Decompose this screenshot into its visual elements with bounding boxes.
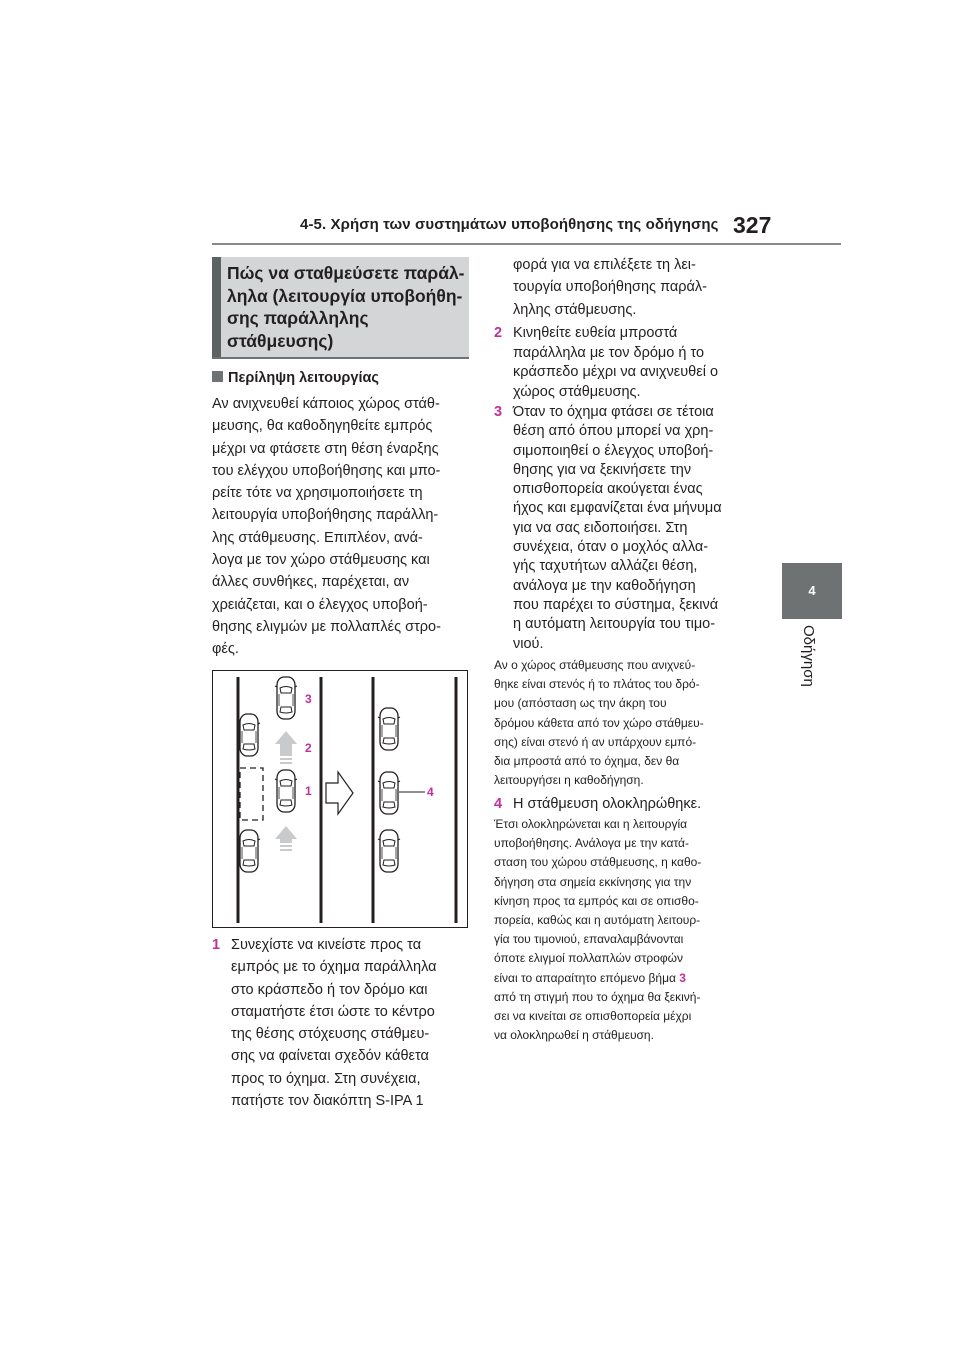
forward-arrow-icon [275, 731, 297, 764]
text-line: προς το όχημα. Στη συνέχεια, [231, 1070, 421, 1087]
section-heading-bar [212, 257, 221, 358]
text-line: σταση του χώρου στάθμευσης, η καθο- [494, 855, 702, 870]
text-line: ανάλογα με την καθοδήγηση [513, 577, 696, 594]
text-line: χώρος στάθμευσης. [513, 383, 641, 400]
step-text [513, 403, 722, 654]
text-line: νιού. [513, 635, 544, 652]
text-line: από τη στιγμή που το όχημα θα ξεκινή- [494, 989, 701, 1004]
text-line: Αν ανιχνευθεί κάποιος χώρος στάθ- [212, 396, 440, 412]
parked-car [238, 714, 260, 756]
text-line: Κινηθείτε ευθεία μπροστά [513, 325, 678, 341]
parked-car [238, 830, 260, 872]
subheading [212, 370, 379, 386]
text-line: δια μπροστά από το όχημα, δεν θα [494, 754, 680, 769]
text-line: που παρέχει το σύστημα, ξεκινά [513, 596, 719, 613]
step-1-continuation [513, 254, 783, 321]
text-line: Αν ο χώρος στάθμευσης που ανιχνεύ- [494, 658, 696, 672]
text-line: κράσπεδο μέχρι να ανιχνευθεί ο [513, 364, 719, 380]
text-line: δήγηση στα σημεία εκκίνησης για την [494, 874, 692, 889]
text-line: του ελέγχου υποβοήθησης και μπο- [212, 462, 441, 479]
text-line: Έτσι ολοκληρώνεται και η λειτουργία [494, 817, 688, 831]
step-number: 2 [494, 325, 503, 341]
text-line: μέχρι να φτάσετε στη θέση έναρξης [212, 440, 439, 457]
text-line: παράλληλα με τον δρόμο ή το [513, 344, 705, 361]
text-line: θέση από όπου μπορεί να χρη- [513, 423, 714, 440]
text-line: λειτουργία υποβοήθησης παράλλη- [212, 507, 439, 524]
parked-car [378, 708, 400, 750]
text-line: θησης ελιγμών με πολλαπλές στρο- [212, 618, 441, 635]
target-parking-space [240, 768, 263, 820]
parking-diagram [212, 670, 468, 928]
step-number: 3 [494, 404, 503, 420]
text-line: ληλης στάθμευσης. [513, 301, 637, 318]
step-reference: 3 [679, 970, 686, 985]
text-line: πατήστε τον διακόπτη S-IPA 1 [231, 1093, 424, 1110]
header-divider [212, 243, 841, 245]
text-line: σταματήστε έτσι ώστε το κέντρο [231, 1003, 435, 1020]
diagram-label-2: 2 [305, 741, 312, 755]
section-title-line: Πώς να σταθμεύσετε παράλ- [227, 263, 465, 283]
step-text [231, 934, 437, 1112]
text-line: γία του τιμονιού, επαναλαμβάνονται [494, 932, 684, 947]
step-number: 1 [212, 937, 221, 953]
subheading-text: Περίληψη λειτουργίας [228, 370, 379, 386]
text-line [494, 969, 784, 988]
intro-paragraph [212, 393, 474, 661]
running-header: 4-5. Χρήση των συστημάτων υποβοήθησης της οδήγησης [300, 216, 719, 233]
text-line: όποτε ελιγμοί πολλαπλών στροφών [494, 951, 684, 966]
step-number: 4 [494, 796, 503, 812]
ego-car-position-1 [275, 770, 297, 812]
text-line: η αυτόματη λειτουργία του τιμο- [513, 616, 716, 633]
text-line: φορά για να επιλέξετε τη λει- [513, 257, 696, 273]
text-line: φές. [212, 641, 239, 658]
text-line: σης) είναι στενό ή αν υπάρχουν εμπό- [494, 734, 697, 749]
text-line: εμπρός με το όχημα παράλληλα [231, 959, 437, 976]
chapter-label [800, 625, 824, 725]
section-heading-rule [212, 357, 469, 359]
text-line: θησης για να ξεκινήσετε την [513, 461, 692, 478]
text-line: της θέσης στόχευσης στάθμευ- [231, 1026, 430, 1043]
text-line: Η στάθμευση ολοκληρώθηκε. [513, 796, 702, 812]
text-line: τουργία υποβοήθησης παράλ- [513, 279, 707, 296]
note-narrow-space [494, 656, 784, 790]
chapter-label-text: Οδήγηση [800, 625, 817, 687]
text-line: υποβοήθησης. Ανάλογα με την κατά- [494, 836, 689, 851]
step-text [513, 324, 718, 402]
text-line: ήχος και εμφανίζεται ένα μήνυμα [513, 500, 722, 517]
text-line: λειτουργήσει η καθοδήγηση. [494, 773, 644, 788]
text-line: Όταν το όχημα φτάσει σε τέτοια [513, 404, 714, 420]
text-line: στο κράσπεδο ή τον δρόμο και [231, 981, 428, 998]
section-title-line: ληλα (λειτουργία υποβοήθη- [227, 285, 463, 306]
parked-car [378, 830, 400, 872]
text-line: λογα με τον χώρο στάθμευσης και [212, 552, 430, 569]
text-line: άλλες συνθήκες, παρέχεται, αν [212, 574, 410, 591]
text-line: μευσης, θα καθοδηγηθείτε εμπρός [212, 418, 433, 435]
text-line: ρείτε τότε να χρησιμοποιήσετε τη [212, 485, 423, 502]
text-line: για να σας ειδοποιήσει. Στη [513, 519, 688, 536]
text-line: θηκε είναι στενός ή το πλάτος του δρό- [494, 677, 700, 692]
text-line: σης να φαίνεται σχεδόν κάθετα [231, 1048, 429, 1065]
step-text [513, 793, 701, 815]
section-title-line: στάθμευσης) [227, 330, 334, 351]
transition-arrow-icon [326, 772, 353, 814]
text-line: οπισθοπορεία ακούγεται ένας [513, 481, 703, 498]
text-line: κίνηση προς τα εμπρός και σε οπισθο- [494, 893, 699, 908]
forward-arrow-icon [275, 826, 297, 851]
ego-car-position-3 [275, 677, 297, 719]
square-bullet-icon [212, 371, 223, 382]
text-segment: είναι το απαραίτητο επόμενο βήμα [494, 970, 676, 985]
chapter-tab: 4 [782, 563, 842, 619]
diagram-label-4: 4 [427, 785, 434, 799]
text-line: μου (απόσταση ως την άκρη του [494, 696, 667, 711]
section-title [227, 262, 467, 352]
text-line: να ολοκληρωθεί η στάθμευση. [494, 1028, 654, 1043]
text-line: σιμοποιηθεί ο έλεγχος υποβοή- [513, 442, 714, 459]
text-line: πορεία, καθώς και η αυτόματη λειτουρ- [494, 913, 701, 928]
section-title-line: σης παράλληλης [227, 308, 369, 328]
text-line: σει να κινείται σε οπισθοπορεία μέχρι [494, 1009, 692, 1024]
note-completion [494, 815, 784, 1045]
page-number: 327 [733, 212, 772, 238]
text-line: συνέχεια, όταν ο μοχλός αλλα- [513, 539, 709, 556]
diagram-label-3: 3 [305, 692, 312, 706]
text-line: δρόμου κάθετα από τον χώρο στάθμευ- [494, 715, 704, 730]
text-line: Συνεχίστε να κινείστε προς τα [231, 937, 422, 953]
text-line: λης στάθμευσης. Επιπλέον, ανά- [212, 529, 423, 546]
diagram-label-1: 1 [305, 784, 312, 798]
parking-diagram-svg [213, 671, 467, 927]
text-line: χρειάζεται, και ο έλεγχος υποβοή- [212, 596, 428, 613]
text-line: γής ταχυτήτων αλλάζει θέση, [513, 558, 698, 575]
ego-car-parked [378, 772, 400, 814]
